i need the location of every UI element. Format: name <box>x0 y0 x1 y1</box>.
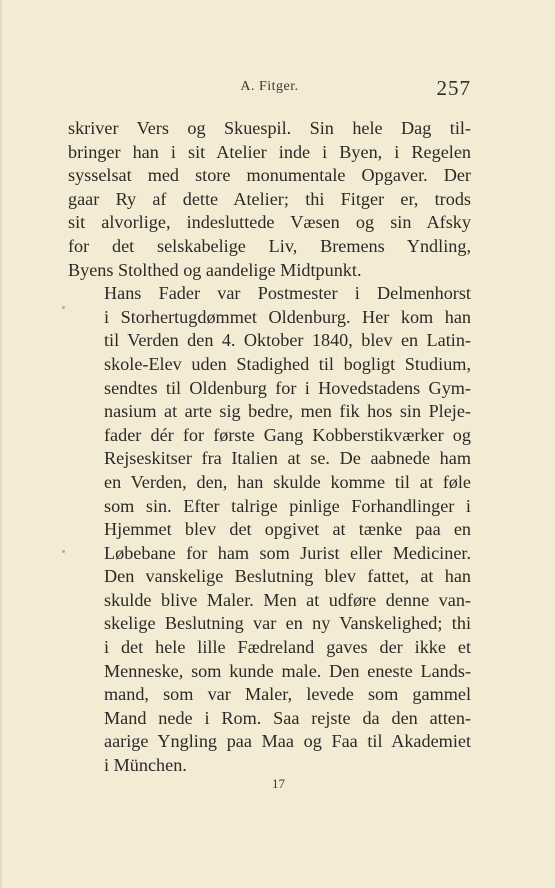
text-line: til Verden den 4. Oktober 1840, blev en Latin- <box>104 330 471 351</box>
text-line: skole-Elev uden Stadighed til bogligt Studium, <box>104 353 471 374</box>
text-line: Byens Stolthed og aandelige Midtpunkt. <box>68 259 362 280</box>
running-title: A. Fitger. <box>240 79 299 94</box>
text-line: i det hele lille Fædreland gaves der ikke et <box>104 637 471 658</box>
text-line: for det selskabelige Liv, Bremens Yndling, <box>68 235 471 256</box>
text-line: skulde blive Maler. Men at udføre denne van- <box>104 589 471 610</box>
text-line: sysselsat med store monumentale Opgaver. Der <box>68 165 471 186</box>
paragraph-1 <box>68 117 471 282</box>
text-line: Rejseskitser fra Italien at se. De aabnede ham <box>104 448 471 469</box>
text-line: Hjemmet blev det opgivet at tænke paa en <box>104 519 471 540</box>
text-line: som sin. Efter talrige pinlige Forhandlinger i <box>104 495 471 516</box>
text-line: bringer han i sit Atelier inde i Byen, i Regelen <box>68 141 471 162</box>
text-line: skelige Beslutning var en ny Vanskelighed; thi <box>104 613 471 634</box>
text-line: skriver Vers og Skuespil. Sin hele Dag til- <box>68 118 471 138</box>
scan-speck <box>62 550 65 553</box>
text-line: gaar Ry af dette Atelier; thi Fitger er, trods <box>68 188 471 209</box>
text-line: mand, som var Maler, levede som gammel <box>104 684 471 705</box>
body-text <box>68 117 471 778</box>
text-line: Menneske, som kunde male. Den eneste Lands- <box>104 660 471 681</box>
text-line: sit alvorlige, indesluttede Væsen og sin Afsky <box>68 212 471 233</box>
text-line: Den vanskelige Beslutning blev fattet, at han <box>104 566 471 587</box>
text-line: Mand nede i Rom. Saa rejste da den atten- <box>104 707 471 728</box>
signature-mark: 17 <box>272 776 285 791</box>
text-line: sendtes til Oldenburg for i Hovedstadens Gym- <box>104 377 471 398</box>
running-head <box>68 76 471 102</box>
text-line: Hans Fader var Postmester i Delmenhorst <box>104 283 471 304</box>
text-line: aarige Yngling paa Maa og Faa til Akademiet <box>104 731 471 752</box>
text-line: nasium at arte sig bedre, men fik hos sin Pleje- <box>104 401 471 422</box>
text-line: Løbebane for ham som Jurist eller Mediciner. <box>104 542 471 563</box>
text-line: i Storhertugdømmet Oldenburg. Her kom han <box>104 306 471 327</box>
text-line: i München. <box>104 755 187 776</box>
paragraph-2 <box>68 282 471 777</box>
scan-speck <box>62 306 65 309</box>
text-line: en Verden, den, han skulde komme til at føle <box>104 471 471 492</box>
page-number: 257 <box>436 76 471 100</box>
text-line: fader dér for første Gang Kobberstikværker og <box>104 424 471 445</box>
